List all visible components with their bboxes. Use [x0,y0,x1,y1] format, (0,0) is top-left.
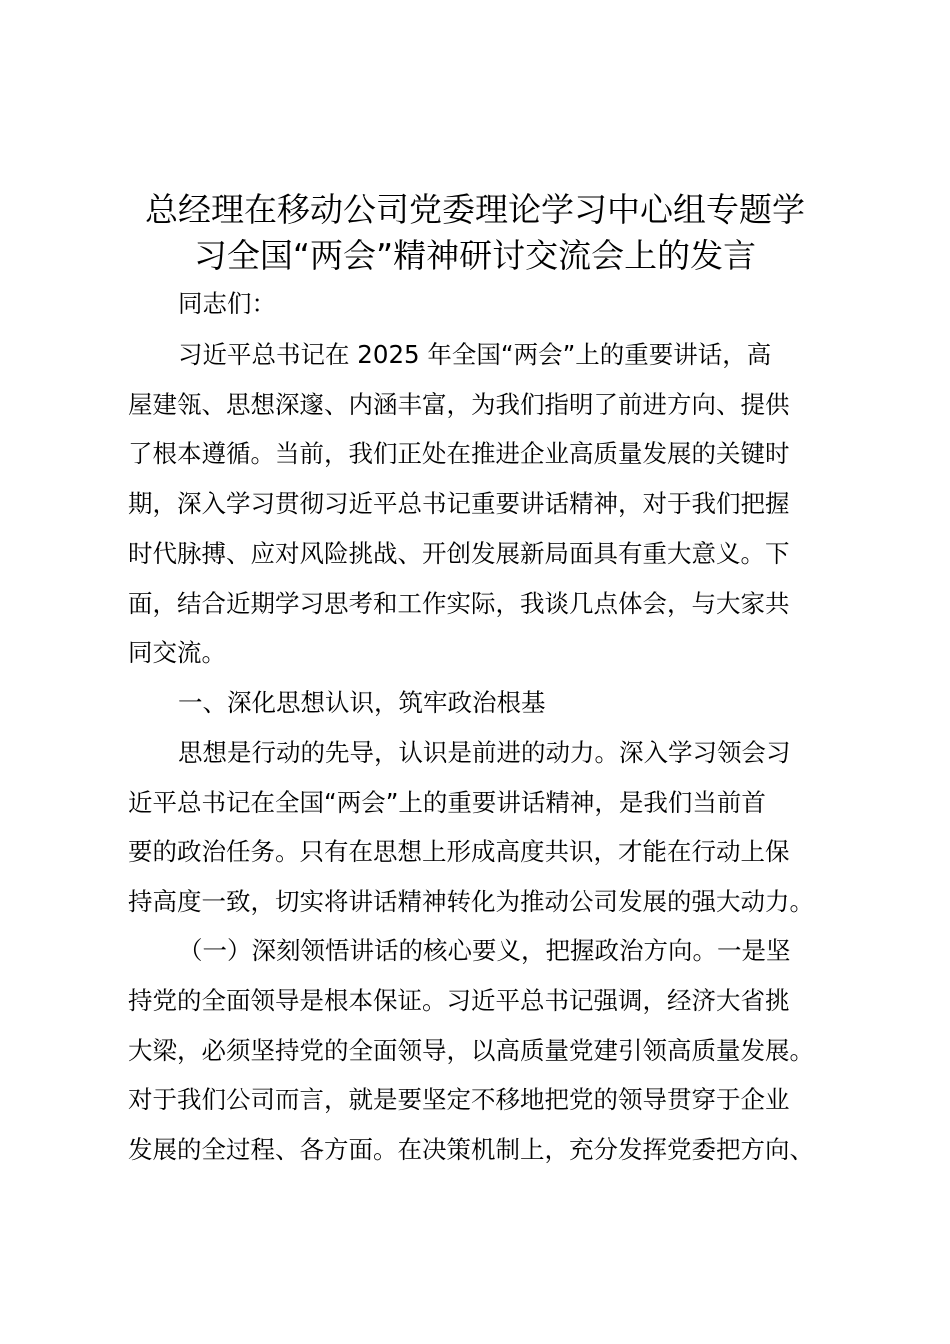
paragraph-1-line-7: 同交流。 [128,638,226,667]
paragraph-1-line-2: 屋建瓴、思想深邃、内涵丰富，为我们指明了前进方向、提供 [128,390,790,419]
paragraph-2-line-1: 思想是行动的先导，认识是前进的动力。深入学习领会习 [178,738,791,767]
paragraph-1-line-6: 面，结合近期学习思考和工作实际，我谈几点体会，与大家共 [128,589,790,618]
paragraph-3-line-3: 大梁，必须坚持党的全面领导，以高质量党建引领高质量发展。 [128,1036,814,1065]
paragraph-3-line-4: 对于我们公司而言，就是要坚定不移地把党的领导贯穿于企业 [128,1085,790,1114]
paragraph-2-line-4: 持高度一致，切实将讲话精神转化为推动公司发展的强大动力。 [128,887,814,916]
paragraph-1-line-1: 习近平总书记在 2025 年全国“两会”上的重要讲话，高 [178,340,772,369]
paragraph-1-line-4: 期，深入学习贯彻习近平总书记重要讲话精神，对于我们把握 [128,489,790,518]
section-1-heading: 一、深化思想认识，筑牢政治根基 [178,688,546,717]
salutation: 同志们： [178,289,276,318]
paragraph-2-line-3: 要的政治任务。只有在思想上形成高度共识，才能在行动上保 [128,837,790,866]
document-title-line-1: 总经理在移动公司党委理论学习中心组专题学 [145,190,805,229]
paragraph-1-line-5: 时代脉搏、应对风险挑战、开创发展新局面具有重大意义。下 [128,539,790,568]
paragraph-3-line-5: 发展的全过程、各方面。在决策机制上，充分发挥党委把方向、 [128,1135,814,1164]
paragraph-3-line-1: （一）深刻领悟讲话的核心要义，把握政治方向。一是坚 [178,936,791,965]
paragraph-3-line-2: 持党的全面领导是根本保证。习近平总书记强调，经济大省挑 [128,986,790,1015]
paragraph-2-line-2: 近平总书记在全国“两会”上的重要讲话精神，是我们当前首 [128,788,766,817]
document-title-line-2: 习全国“两会”精神研讨交流会上的发言 [193,236,757,275]
paragraph-1-line-3: 了根本遵循。当前，我们正处在推进企业高质量发展的关键时 [128,439,790,468]
